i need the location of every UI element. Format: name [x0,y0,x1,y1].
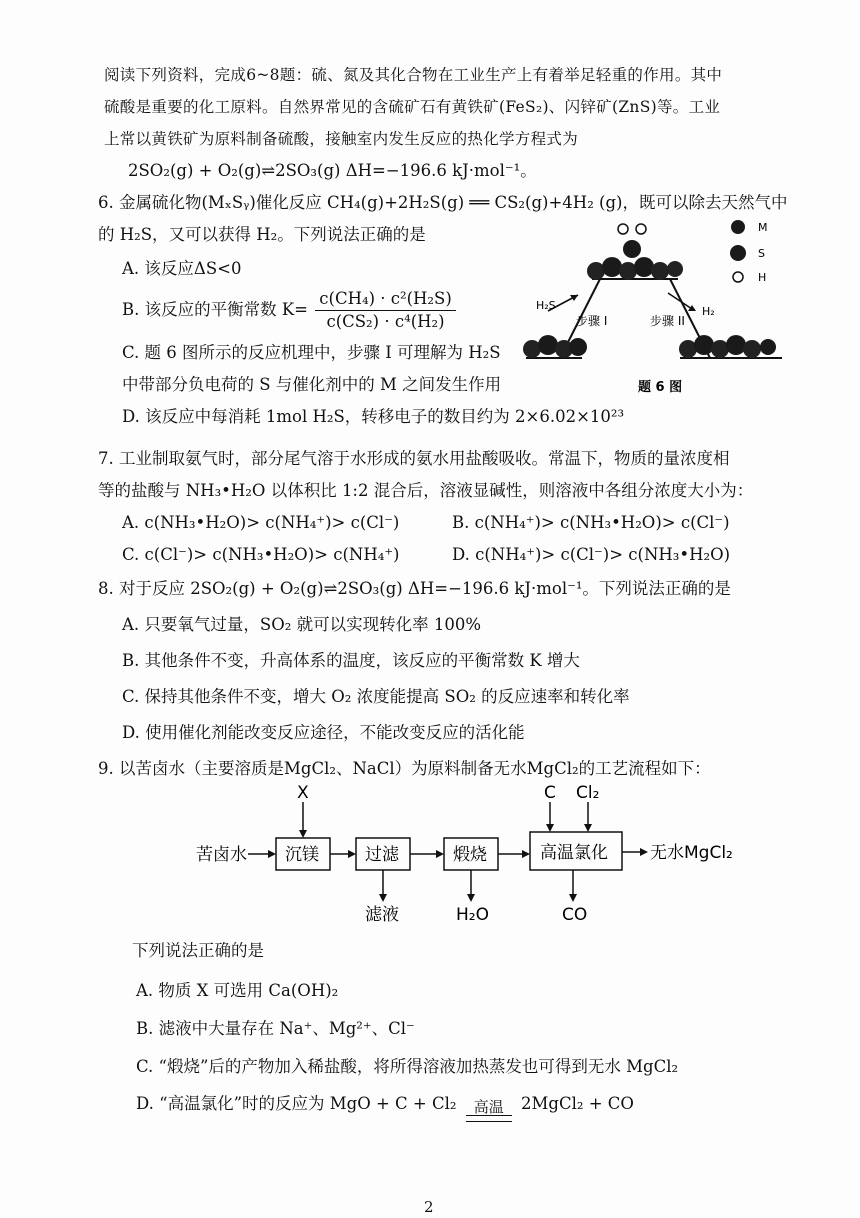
q7-stem-line-1: 7. 工业制取氨气时，部分尾气溶于水形成的氨水用盐酸吸收。常温下，物质的量浓度相 [98,449,730,468]
legend-h: H [758,271,767,284]
q7-option-c: C. c(Cl⁻)> c(NH₃•H₂O)> c(NH₄⁺) [122,545,400,564]
flow-step-1: 沉镁 [285,845,319,865]
q9-question: 下列说法正确的是 [132,941,264,960]
step-2-label: 步骤 II [650,314,685,328]
q6-option-b-prefix: B. 该反应的平衡常数 K= [122,300,309,319]
fraction-numerator: c(CH₄) · c²(H₂S) [315,288,456,311]
intro-line-2: 硫酸是重要的化工原料。自然界常见的含硫矿石有黄铁矿(FeS₂)、闪锌矿(ZnS)等。工业 [104,98,721,116]
flow-input-cl2: Cl₂ [576,783,600,803]
right-catalyst-atoms [679,335,776,358]
q9-option-d-suffix: 2MgCl₂ + CO [521,1094,634,1113]
q7-option-b: B. c(NH₄⁺)> c(NH₃•H₂O)> c(Cl⁻) [452,513,730,532]
flow-arrow-1 [268,850,276,858]
flow-input-c: C [544,783,556,803]
legend-m: M [758,221,768,234]
q6-stem-line-2: 的 H₂S，又可以获得 H₂。下列说法正确的是 [98,225,426,244]
reaction-equals-sign [466,1115,512,1122]
q6-option-c-line-1: C. 题 6 图所示的反应机理中，步骤 I 可理解为 H₂S [122,343,501,362]
q9-stem: 9. 以苦卤水（主要溶质是MgCl₂、NaCl）为原料制备无水MgCl₂的工艺流程如下： [98,759,711,778]
reaction-condition [466,1099,512,1122]
equilibrium-constant-fraction [315,288,456,333]
q8-option-a: A. 只要氧气过量，SO₂ 就可以实现转化率 100% [122,615,482,634]
left-catalyst-atoms [523,335,587,358]
q6-mechanism-figure [520,215,790,400]
flow-step-3: 煅烧 [453,845,487,865]
q8-stem: 8. 对于反应 2SO₂(g) + O₂(g)⇌2SO₃(g) ΔH=−196.6 kJ·mol⁻¹。下列说法正确的是 [98,579,731,598]
fraction-denominator: c(CS₂) · c⁴(H₂) [326,312,445,331]
flow-step-4: 高温氯化 [540,843,608,863]
legend-s: S [758,247,765,260]
h2s-label: H₂S [536,299,556,312]
q6-option-c-line-2: 中带部分负电荷的 S 与催化剂中的 M 之间发生作用 [122,375,502,394]
q7-stem-line-2: 等的盐酸与 NH₃•H₂O 以体积比 1:2 混合后，溶液显碱性，则溶液中各组分浓度大小为： [98,481,754,500]
figure-legend [730,220,768,284]
flow-start: 苦卤水 [196,845,247,865]
q7-option-a: A. c(NH₃•H₂O)> c(NH₄⁺)> c(Cl⁻) [122,513,400,532]
flow-arrow-5 [640,848,648,856]
flow-arrow-2 [348,850,356,858]
q9-process-flow [190,780,780,930]
top-catalyst-atoms [587,224,683,280]
h2-arrow [668,293,692,309]
flow-output-water: H₂O [456,905,489,925]
intro-equation: 2SO₂(g) + O₂(g)⇌2SO₃(g) ΔH=−196.6 kJ·mol⁻¹。 [128,161,537,180]
flow-output-filtrate: 滤液 [365,905,399,925]
figure-caption: 题 6 图 [638,380,683,395]
q8-option-d: D. 使用催化剂能改变反应途径，不能改变反应的活化能 [122,723,525,742]
q9-option-a: A. 物质 X 可选用 Ca(OH)₂ [136,981,339,1000]
q6-stem-line-1: 6. 金属硫化物(MₓSᵧ)催化反应 CH₄(g)+2H₂S(g) ══ CS₂(g)+4H₂ (g)，既可以除去天然气中 [98,193,788,212]
flow-arrow-3 [436,850,444,858]
flow-arrow-4 [522,850,530,858]
q6-option-a: A. 该反应ΔS<0 [122,259,242,278]
q8-option-c: C. 保持其他条件不变，增大 O₂ 浓度能提高 SO₂ 的反应速率和转化率 [122,687,630,706]
h2-label: H₂ [702,305,715,318]
flow-end: 无水MgCl₂ [650,843,733,863]
q9-option-d-prefix: D. “高温氯化”时的反应为 MgO + C + Cl₂ [136,1094,457,1113]
q9-option-b: B. 滤液中大量存在 Na⁺、Mg²⁺、Cl⁻ [136,1019,415,1038]
intro-line-1: 阅读下列资料，完成6~8题：硫、氮及其化合物在工业生产上有着举足轻重的作用。其中 [104,66,723,84]
q8-option-b: B. 其他条件不变，升高体系的温度，该反应的平衡常数 K 增大 [122,651,580,670]
q6-option-b [122,288,456,333]
flow-input-x: X [297,783,309,803]
reaction-condition-text: 高温 [473,1098,504,1116]
page-number: 2 [424,1198,434,1216]
q9-option-d [136,1086,634,1122]
q9-option-c: C. “煅烧”后的产物加入稀盐酸，将所得溶液加热蒸发也可得到无水 MgCl₂ [136,1057,679,1076]
q7-option-d: D. c(NH₄⁺)> c(Cl⁻)> c(NH₃•H₂O) [452,545,731,564]
flow-output-co: CO [562,905,588,925]
step-1-label: 步骤 I [576,314,608,328]
intro-line-3: 上常以黄铁矿为原料制备硫酸，接触室内发生反应的热化学方程式为 [104,130,579,148]
q6-option-d: D. 该反应中每消耗 1mol H₂S，转移电子的数目约为 2×6.02×10²³ [122,407,625,426]
flow-step-2: 过滤 [365,845,399,865]
